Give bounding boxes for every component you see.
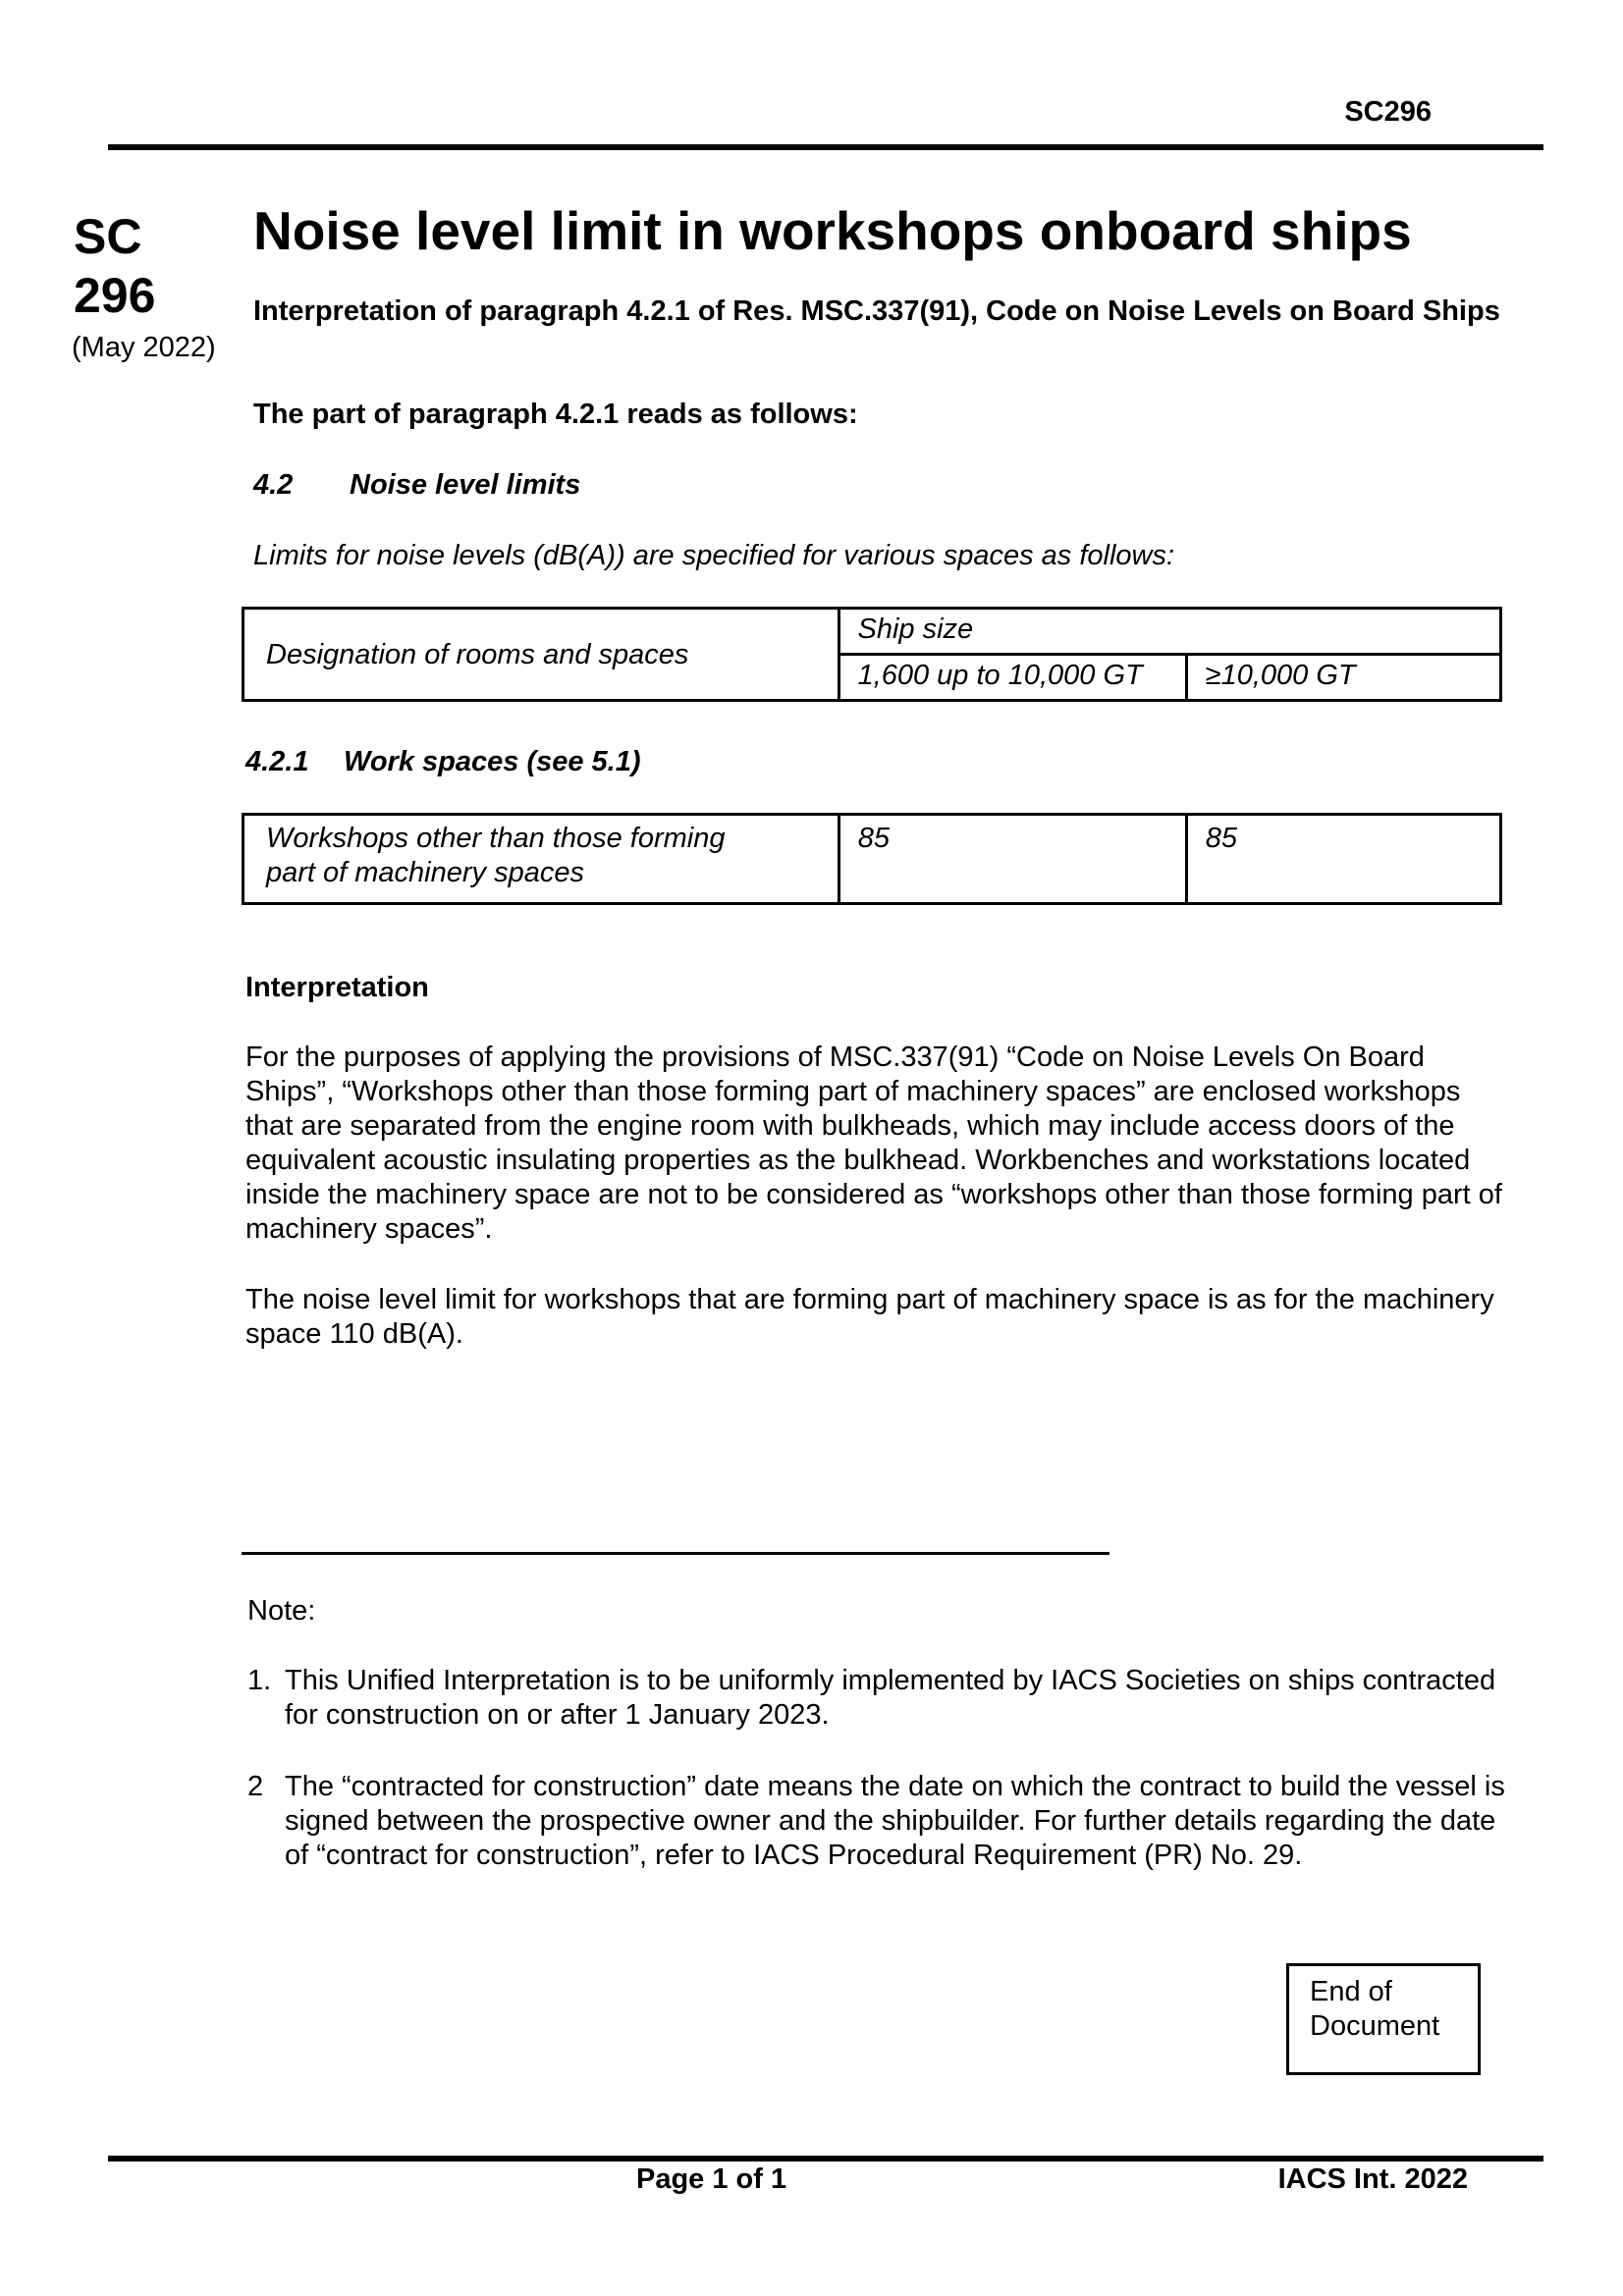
designation-header: Designation of rooms and spaces xyxy=(243,609,839,701)
limit-value-large: 85 xyxy=(1186,815,1500,904)
limits-text: Limits for noise levels (dB(A)) are specified for various spaces as follows: xyxy=(253,540,1175,571)
note-label: Note: xyxy=(247,1595,316,1627)
document-title: Noise level limit in workshops onboard ships xyxy=(253,200,1412,261)
section-number: 4.2 xyxy=(253,469,294,501)
footer-organization: IACS Int. 2022 xyxy=(1277,2163,1468,2195)
end-of-document-text: End of Document xyxy=(1310,1976,1440,2042)
size-range-large: ≥10,000 GT xyxy=(1186,655,1500,701)
work-spaces-table xyxy=(242,813,1502,905)
note-item-text: The “contracted for construction” date means the date on which the contract to build the vessel is signed between the prospective owner and the shipbuilder. For further details regarding the date of “contract for construction”, refer to IACS Procedural Requirement (PR) No. 29. xyxy=(285,1771,1505,1871)
note-item-number: 1. xyxy=(247,1665,272,1696)
workshops-cell xyxy=(243,815,839,904)
noise-limits-header-table xyxy=(242,607,1502,702)
header-code: SC296 xyxy=(1344,96,1432,128)
subsection-number: 4.2.1 xyxy=(245,746,309,777)
interpretation-paragraph-1: For the purposes of applying the provisions of MSC.337(91) “Code on Noise Levels On Board Ships”, “Workshops other than those forming part of machinery spaces” are enclosed workshops that are separated from the engine room with bulkheads, which may include access doors of the equivalent acoustic insulating properties as the bulkhead. Workbenches and workstations located inside the machinery space are not to be considered as “workshops other than those forming part of machinery spaces”. xyxy=(245,1041,1502,1245)
subsection-title: Work spaces (see 5.1) xyxy=(344,746,641,777)
note-item-number: 2 xyxy=(247,1771,264,1802)
note-separator xyxy=(242,1552,1109,1555)
header-rule xyxy=(108,144,1543,150)
limit-value-small: 85 xyxy=(839,815,1186,904)
document-subtitle: Interpretation of paragraph 4.2.1 of Res. MSC.337(91), Code on Noise Levels on Board Ships xyxy=(253,295,1500,327)
workshops-line-2: part of machinery spaces xyxy=(266,857,584,888)
note-item-text: This Unified Interpretation is to be uniformly implemented by IACS Societies on ships contracted for construction on or after 1 January 2023. xyxy=(285,1665,1496,1731)
sc-label: SC xyxy=(74,209,142,264)
sc-number: 296 xyxy=(74,268,156,323)
intro-text: The part of paragraph 4.2.1 reads as follows: xyxy=(253,399,858,430)
interpretation-paragraph-2: The noise level limit for workshops that are forming part of machinery space is as for the machinery space 110 dB(A). xyxy=(245,1284,1494,1350)
footer-page-number: Page 1 of 1 xyxy=(636,2163,787,2195)
interpretation-heading: Interpretation xyxy=(245,972,429,1003)
section-title: Noise level limits xyxy=(350,469,581,501)
size-range-small: 1,600 up to 10,000 GT xyxy=(839,655,1186,701)
workshops-line-1: Workshops other than those forming xyxy=(266,823,726,854)
ship-size-header: Ship size xyxy=(839,609,1500,655)
sc-date: (May 2022) xyxy=(72,332,216,363)
footer-rule xyxy=(108,2156,1543,2162)
